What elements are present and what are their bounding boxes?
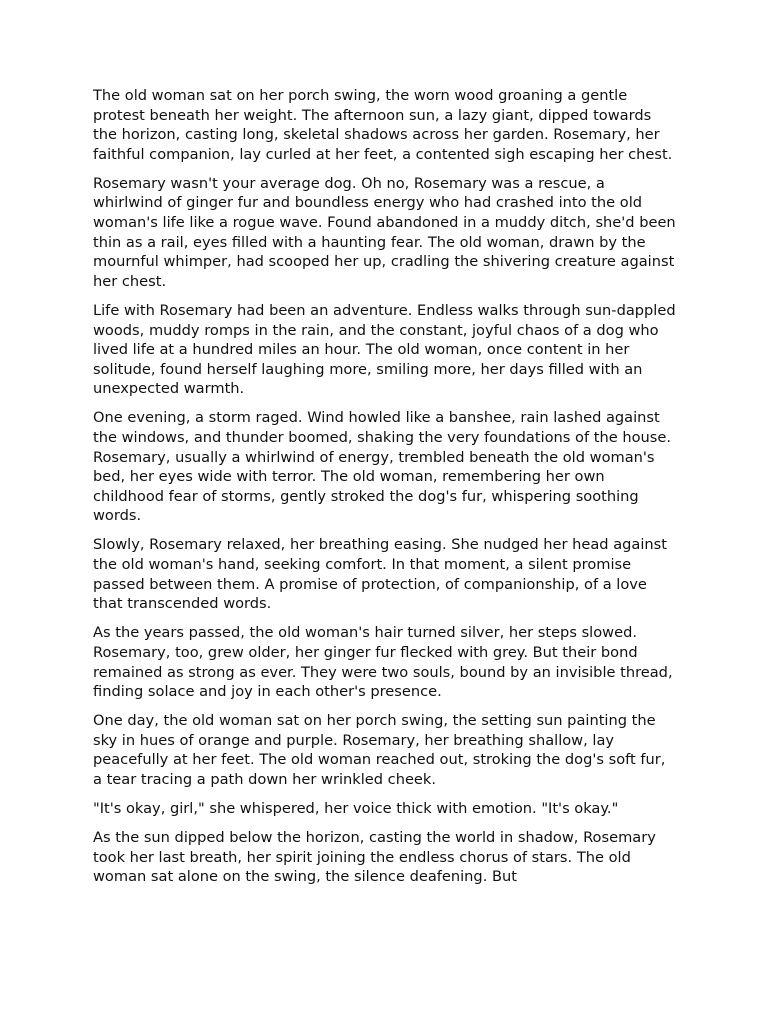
paragraph-2: Rosemary wasn't your average dog. Oh no, Rosemary was a rescue, a whirlwind of ginger fur and boundless energy who had crashed into the old woman's life like a rogue wave. Found abandoned in a muddy ditch, she'd been thin as a rail, eyes filled with a haunting fear. The old woman, drawn by the mournful whimper, had scooped her up, cradling the shivering creature against her chest. (93, 174, 676, 290)
paragraph-1: The old woman sat on her porch swing, the worn wood groaning a gentle protest beneath her weight. The afternoon sun, a lazy giant, dipped towards the horizon, casting long, skeletal shadows across her garden. Rosemary, her faithful companion, lay curled at her feet, a contented sigh escaping her chest. (93, 87, 673, 163)
paragraph-3: Life with Rosemary had been an adventure. Endless walks through sun-dappled woods, muddy romps in the rain, and the constant, joyful chaos of a dog who lived life at a hundred miles an hour. The old woman, once content in her solitude, found herself laughing more, smiling more, her days filled with an unexpected warmth. (93, 301, 676, 398)
paragraph-8: "It's okay, girl," she whispered, her voice thick with emotion. "It's okay." (93, 800, 619, 818)
paragraph-7: One day, the old woman sat on her porch swing, the setting sun painting the sky in hues of orange and purple. Rosemary, her breathing shallow, lay peacefully at her feet. The old woman reached out, stroking the dog's soft fur, a tear tracing a path down her wrinkled cheek. (93, 712, 666, 788)
paragraph-6: As the years passed, the old woman's hair turned silver, her steps slowed. Rosemary, too, grew older, her ginger fur flecked with grey. But their bond remained as strong as ever. They were two souls, bound by an invisible thread, finding solace and joy in each other's presence. (93, 624, 673, 701)
paragraph-5: Slowly, Rosemary relaxed, her breathing easing. She nudged her head against the old woman's hand, seeking comfort. In that moment, a silent promise passed between them. A promise of protection, of companionship, of a love that transcended words. (93, 536, 667, 613)
paragraph-4: One evening, a storm raged. Wind howled like a banshee, rain lashed against the windows, and thunder boomed, shaking the very foundations of the house. Rosemary, usually a whirlwind of energy, trembled beneath the old woman's bed, her eyes wide with terror. The old woman, remembering her own childhood fear of storms, gently stroked the dog's fur, whispering soothing words. (93, 409, 671, 525)
paragraph-9: As the sun dipped below the horizon, casting the world in shadow, Rosemary took her last breath, her spirit joining the endless chorus of stars. The old woman sat alone on the swing, the silence deafening. But (93, 829, 656, 886)
document-page (93, 86, 678, 896)
